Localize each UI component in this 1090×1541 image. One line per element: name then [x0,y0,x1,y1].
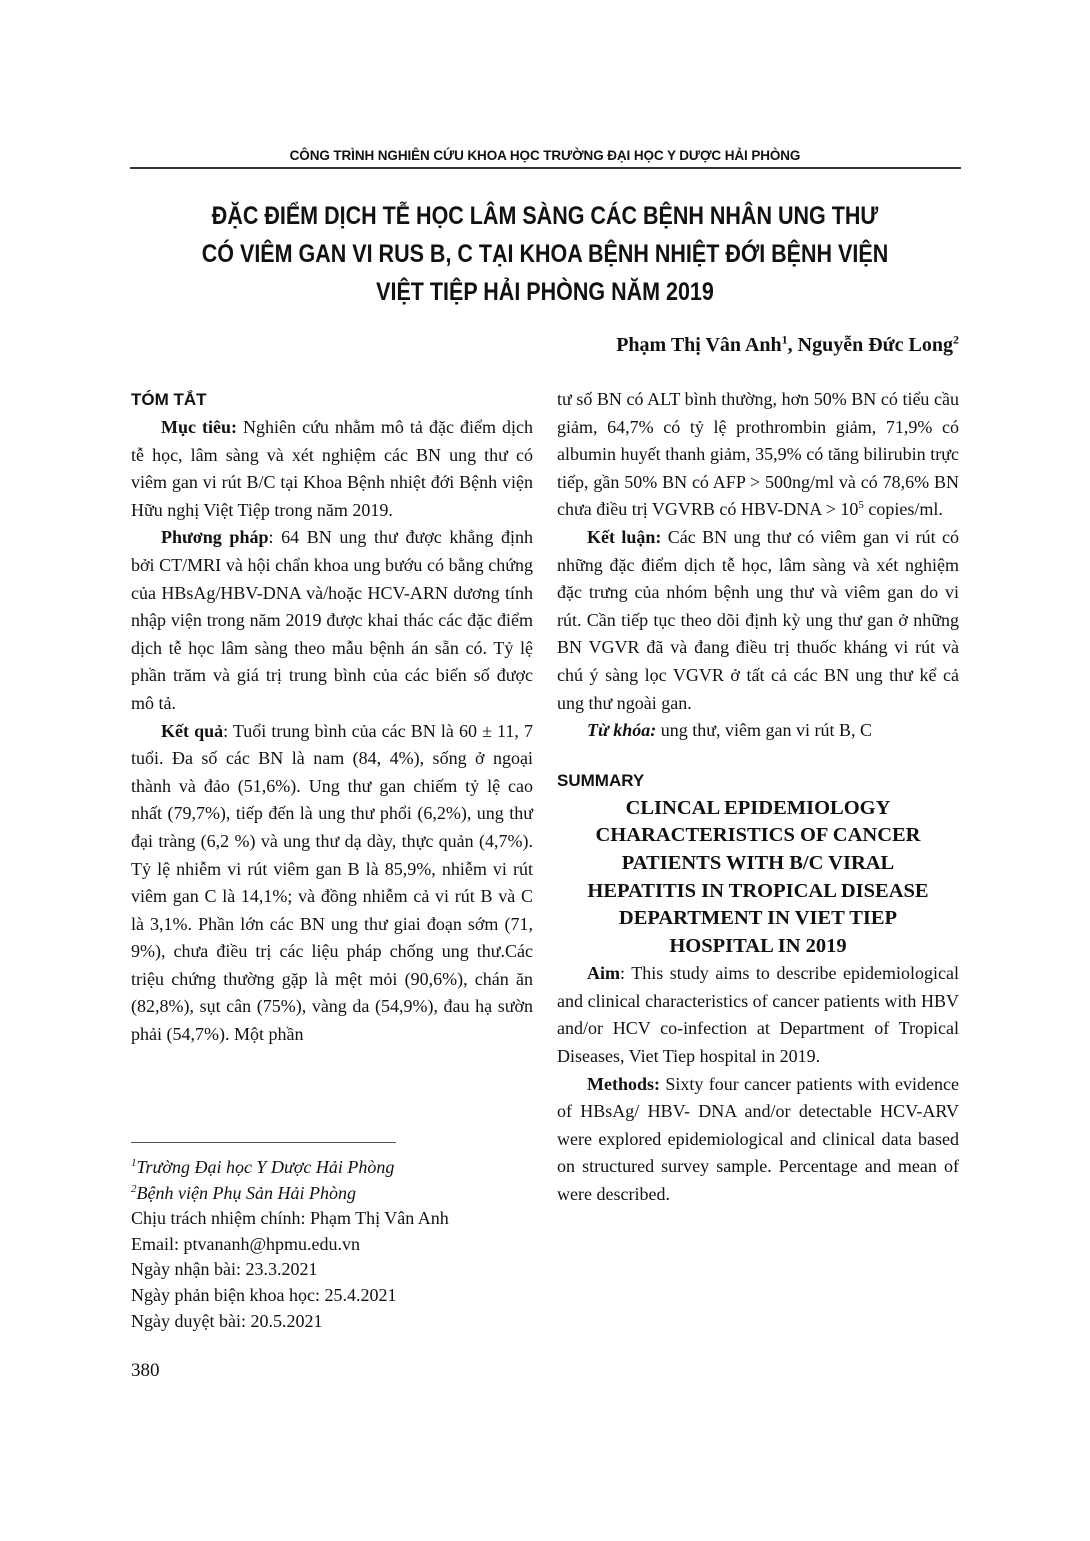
received-date: Ngày nhận bài: 23.3.2021 [131,1259,318,1280]
email: Email: ptvananh@hpmu.edu.vn [131,1233,361,1254]
label: Kết luận: [587,526,662,547]
author-2-affiliation: 2 [953,332,959,347]
title-line: CÓ VIÊM GAN VI RUS B, C TẠI KHOA BỆNH NHIỆT ĐỚI BỆNH VIỆN [201,240,889,268]
review-date: Ngày phản biện khoa học: 25.4.2021 [131,1284,397,1305]
title-line: VIỆT TIỆP HẢI PHÒNG NĂM 2019 [376,278,714,306]
text: Bệnh viện Phụ Sản Hải Phòng [136,1182,356,1203]
footnote-rule [131,1142,396,1143]
accepted-date: Ngày duyệt bài: 20.5.2021 [131,1310,323,1331]
footnote-marker: 1 [131,1157,137,1169]
abstract-aim [131,414,533,524]
responsible-author: Chịu trách nhiệm chính: Phạm Thị Vân Anh [131,1208,449,1229]
label: Aim [587,963,620,984]
left-column [131,386,533,1049]
text: : This study aims to describe epidemiological and clinical characteristics of cancer patients with HBV and/or HCV co-infection at Department of Tropical Diseases, Viet Tiep hospital in 2019. [557,963,959,1067]
english-title: CLINCAL EPIDEMIOLOGY CHARACTERISTICS OF CANCER PATIENTS WITH B/C VIRAL HEPATITIS IN TROPICAL DISEASE DEPARTMENT IN VIET TIEP HOSPITAL IN 2019 [587,796,929,957]
text: Nghiên cứu nhằm mô tả đặc điểm dịch tễ học, lâm sàng và xét nghiệm các BN ung thư có viêm gan vi rút B/C tại Khoa Bệnh nhiệt đới Bệnh viện Hữu nghị Việt Tiệp trong năm 2019. [131,417,533,520]
label: Methods: [587,1073,660,1094]
text: ung thư, viêm gan vi rút B, C [656,720,873,741]
text: Trường Đại học Y Dược Hải Phòng [136,1157,395,1177]
page-number: 380 [131,1360,160,1381]
running-head: CÔNG TRÌNH NGHIÊN CỨU KHOA HỌC TRƯỜNG ĐẠI HỌC Y DƯỢC HẢI PHÒNG [289,148,801,163]
text: Các BN ung thư có viêm gan vi rút có những đặc điểm dịch tễ học, lâm sàng và xét nghiệm đặc trưng của nhóm bệnh ung thư và viêm gan do vi rút. Cần tiếp tục theo dõi định kỳ ung thư gan ở những BN VGVR đã và đang điều trị thuốc kháng vi rút và chú ý sàng lọc VGVR ở tất cả các BN ung thư kể cả ung thư ngoài gan. [557,526,959,713]
text: : Tuổi trung bình của các BN là 60 ± 11, 7 tuổi. Đa số các BN là nam (84, 4%), sống ở ngoại thành và đảo (51,6%). Ung thư gan chiếm tỷ lệ cao nhất (79,7%), tiếp đến là ung thư phổi (6,2%), ung thư đại tràng (6,2 %) và ung thư dạ dày, thực quản (4,7%). Tỷ lệ nhiễm vi rút viêm gan B là 85,9%, nhiễm vi rút viêm gan C là 14,1%; và đồng nhiễm cả vi rút B và C là 3,1%. Phần lớn các BN ung thư giai đoạn sớm (71, 9%), chưa điều trị các liệu pháp chống ung thư.Các triệu chứng thường gặp là mệt mỏi (90,6%), chán ăn (82,8%), sụt cân (75%), vàng da (54,9%), đau hạ sườn phải (54,7%). Một phần [131,720,534,1045]
summary-aim [557,960,959,1070]
affiliation-1 [131,1155,449,1181]
label: Mục tiêu: [161,417,238,437]
label: Phương pháp [161,527,269,548]
affiliation-2 [131,1181,449,1207]
summary-heading: SUMMARY [557,770,645,790]
authors [616,334,959,357]
author-1-affiliation: 1 [781,332,788,347]
abstract-methods [131,524,533,717]
article-title [130,197,960,311]
text: Sixty four cancer patients with evidence of HBsAg/ HBV- DNA and/or detectable HCV-ARV were explored epidemiological and clinical data based on structured survey sample. Percentage and mean of were described. [557,1073,959,1205]
label: Từ khóa: [587,720,657,741]
summary-methods [557,1071,959,1209]
label: Kết quả [161,720,224,741]
abstract-results-continued [557,386,959,524]
abstract-results [131,718,533,1049]
keywords [557,717,959,745]
title-line: ĐẶC ĐIỂM DỊCH TỄ HỌC LÂM SÀNG CÁC BỆNH NHÂN UNG THƯ [211,202,879,230]
text: copies/ml. [863,499,943,520]
abstract-conclusion [557,524,959,717]
author-1: Phạm Thị Vân Anh [616,334,782,356]
abstract-vi-heading: TÓM TẮT [131,390,207,409]
superscript: 5 [858,499,864,512]
footnotes [131,1155,449,1334]
text: : 64 BN ung thư được khẳng định bởi CT/MRI và hội chẩn khoa ung bướu có bằng chứng của HBsAg/HBV-DNA và/hoặc HCV-ARN dương tính nhập viện trong năm 2019 được khai thác các đặc điểm dịch tễ học lâm sàng theo mẫu bệnh án sẵn có. Tỷ lệ phần trăm và giá trị trung bình của các biến số được mô tả. [131,527,533,713]
text: tư số BN có ALT bình thường, hơn 50% BN có tiểu cầu giảm, 64,7% có tỷ lệ prothrombin giảm, 71,9% có albumin huyết thanh giảm, 35,9% có tăng bilirubin trực tiếp, gần 50% BN có AFP > 500ng/ml và có 78,6% BN chưa điều trị VGVRB có HBV-DNA > 10 [557,389,959,520]
author-separator: , [787,334,798,356]
author-2: Nguyễn Đức Long [797,334,953,356]
header-rule [130,167,961,169]
footnote-marker: 2 [131,1182,137,1195]
right-column [557,386,959,1209]
